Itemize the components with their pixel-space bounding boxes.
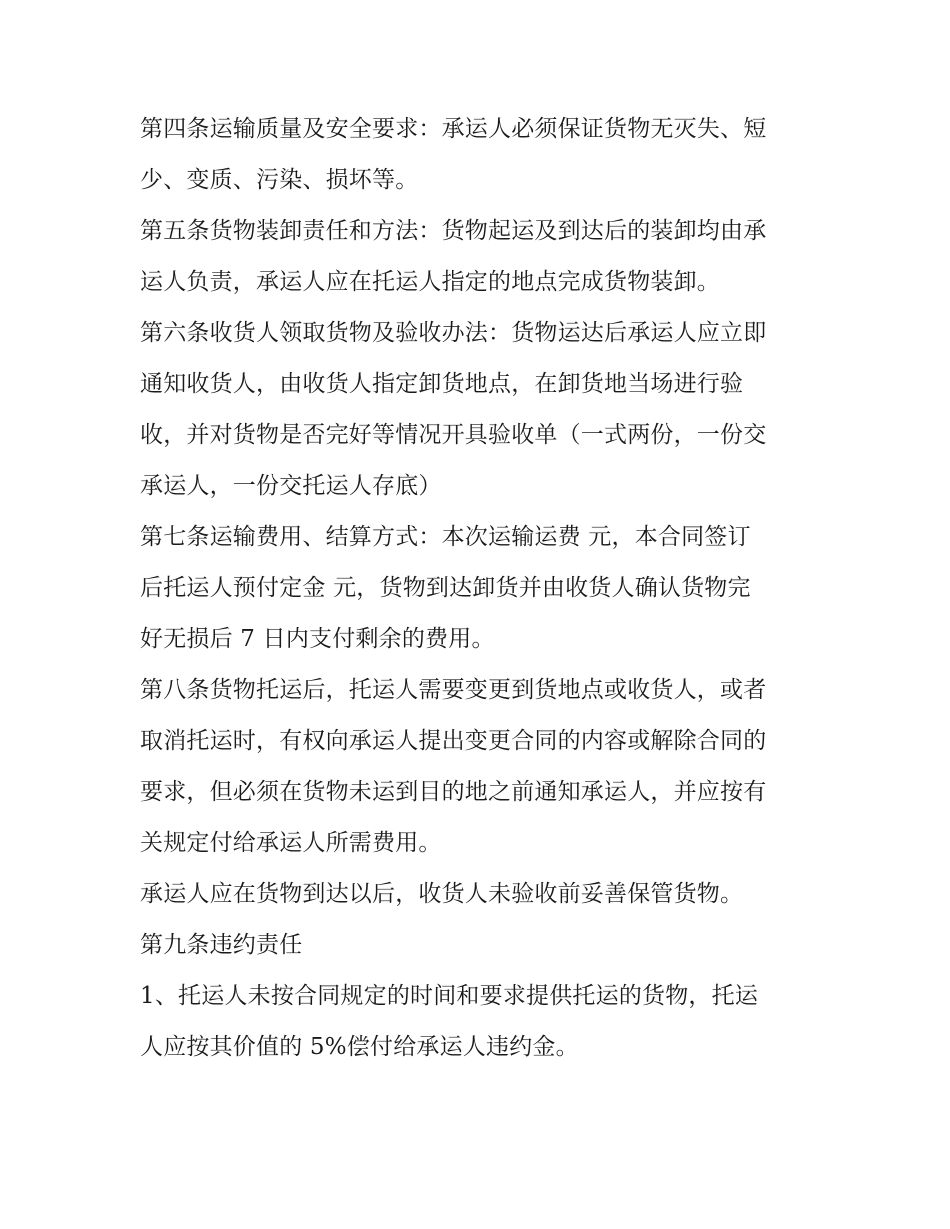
text-line: 运人负责，承运人应在托运人指定的地点完成货物装卸。 [140, 269, 720, 295]
text-line: 人应按其价值的 5%偿付给承运人违约金。 [140, 1034, 579, 1060]
text-line: 第八条货物托运后，托运人需要变更到货地点或收货人，或者 [140, 677, 767, 703]
document-body [140, 104, 820, 1073]
text-line: 承运人应在货物到达以后，收货人未验收前妥善保管货物。 [140, 881, 744, 907]
text-line: 第九条违约责任 [140, 932, 303, 958]
text-line: 承运人，一份交托运人存底） [140, 473, 442, 499]
text-line: 第七条运输费用、结算方式：本次运输运费 元，本合同签订 [140, 524, 751, 550]
text-line: 取消托运时，有权向承运人提出变更合同的内容或解除合同的 [140, 728, 767, 754]
text-line: 第四条运输质量及安全要求：承运人必须保证货物无灭失、短 [140, 116, 767, 142]
text-line: 收，并对货物是否完好等情况开具验收单（一式两份，一份交 [140, 422, 767, 448]
text-line: 关规定付给承运人所需费用。 [140, 830, 442, 856]
text-line: 第五条货物装卸责任和方法：货物起运及到达后的装卸均由承 [140, 218, 767, 244]
text-line: 第六条收货人领取货物及验收办法：货物运达后承运人应立即 [140, 320, 767, 346]
text-line: 1、托运人未按合同规定的时间和要求提供托运的货物，托运 [140, 983, 759, 1009]
text-line: 通知收货人，由收货人指定卸货地点，在卸货地当场进行验 [140, 371, 744, 397]
text-line: 少、变质、污染、损坏等。 [140, 167, 419, 193]
text-line: 后托运人预付定金 元，货物到达卸货并由收货人确认货物完 [140, 575, 751, 601]
text-line: 好无损后 7 日内支付剩余的费用。 [140, 626, 495, 652]
text-line: 要求，但必须在货物未运到目的地之前通知承运人，并应按有 [140, 779, 767, 805]
